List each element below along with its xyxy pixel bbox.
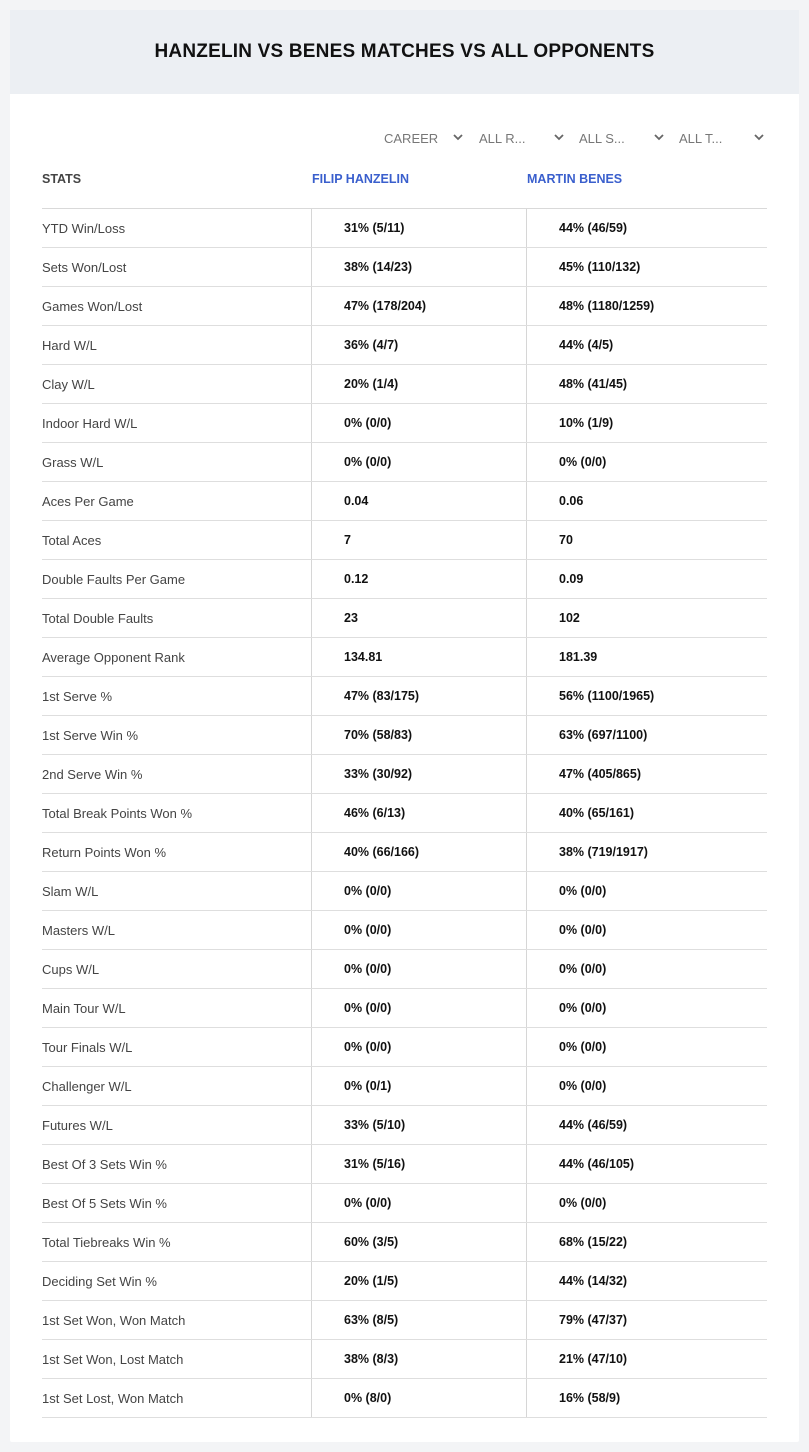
player2-value: 45% (110/132) (559, 260, 641, 274)
player1-value: 60% (3/5) (344, 1235, 399, 1249)
chevron-down-icon (553, 131, 565, 143)
player2-cell (526, 638, 768, 676)
table-row (42, 248, 767, 287)
player2-value: 0% (0/0) (559, 923, 607, 937)
player2-cell (526, 443, 768, 481)
player1-cell (311, 755, 527, 793)
player1-cell (311, 1184, 527, 1222)
player1-cell (311, 1340, 527, 1378)
player1-cell (311, 521, 527, 559)
player2-cell (526, 1301, 768, 1339)
table-row (42, 872, 767, 911)
player1-value: 31% (5/11) (344, 221, 405, 235)
stats-table-body (42, 209, 767, 1418)
player2-cell (526, 1028, 768, 1066)
player1-value: 0% (0/0) (344, 962, 392, 976)
table-row (42, 1340, 767, 1379)
player1-value: 47% (178/204) (344, 299, 427, 313)
page-title: HANZELIN VS BENES MATCHES VS ALL OPPONENTS (154, 41, 655, 62)
player2-cell (526, 989, 768, 1027)
table-row (42, 1379, 767, 1418)
player1-cell (311, 833, 527, 871)
player2-cell (526, 716, 768, 754)
table-row (42, 794, 767, 833)
player1-value: 0% (0/0) (344, 1196, 392, 1210)
player1-cell (311, 560, 527, 598)
player1-value: 20% (1/5) (344, 1274, 399, 1288)
stat-label: Double Faults Per Game (42, 572, 186, 587)
table-row (42, 287, 767, 326)
table-row (42, 677, 767, 716)
table-row (42, 1184, 767, 1223)
table-row (42, 599, 767, 638)
table-row (42, 833, 767, 872)
player1-value: 134.81 (344, 650, 383, 664)
table-row (42, 560, 767, 599)
player2-cell (526, 1223, 768, 1261)
rounds-filter-label: ALL R... (479, 130, 526, 146)
player2-cell (526, 287, 768, 325)
player2-value: 47% (405/865) (559, 767, 642, 781)
player1-cell (311, 716, 527, 754)
card-header (10, 10, 799, 94)
player2-cell (526, 482, 768, 520)
stat-label: 1st Set Won, Won Match (42, 1313, 186, 1328)
stats-card (10, 10, 799, 1442)
player1-cell (311, 989, 527, 1027)
table-row (42, 1262, 767, 1301)
table-row (42, 326, 767, 365)
player2-cell (526, 794, 768, 832)
player1-cell (311, 1067, 527, 1105)
player2-cell (526, 1262, 768, 1300)
player2-value: 181.39 (559, 650, 598, 664)
player2-cell (526, 404, 768, 442)
stat-label: Deciding Set Win % (42, 1274, 157, 1289)
player2-cell (526, 248, 768, 286)
player1-cell (311, 1379, 527, 1417)
player1-value: 0% (0/0) (344, 1040, 392, 1054)
table-row (42, 365, 767, 404)
player2-cell (526, 677, 768, 715)
player1-cell (311, 404, 527, 442)
player2-value: 44% (4/5) (559, 338, 614, 352)
player1-cell (311, 1145, 527, 1183)
tournament-filter-label: ALL T... (679, 130, 723, 146)
player1-value: 0% (0/0) (344, 455, 392, 469)
stat-label: 1st Serve % (42, 689, 113, 704)
stat-label: Cups W/L (42, 962, 100, 977)
table-row (42, 755, 767, 794)
player1-cell (311, 482, 527, 520)
player2-cell (526, 1379, 768, 1417)
player1-cell (311, 872, 527, 910)
player2-value: 44% (46/59) (559, 221, 628, 235)
player1-value: 23 (344, 611, 358, 625)
stat-label: Futures W/L (42, 1118, 113, 1133)
player1-value: 40% (66/166) (344, 845, 420, 859)
player1-cell (311, 1106, 527, 1144)
tournament-filter-dropdown[interactable] (679, 128, 765, 148)
stat-label: Sets Won/Lost (42, 260, 127, 275)
player1-value: 0% (0/1) (344, 1079, 392, 1093)
table-row (42, 950, 767, 989)
table-row (42, 1028, 767, 1067)
player1-link[interactable]: FILIP HANZELIN (312, 172, 409, 186)
player1-cell (311, 911, 527, 949)
stat-label: Average Opponent Rank (42, 650, 185, 665)
stat-label: Total Double Faults (42, 611, 154, 626)
player2-value: 0% (0/0) (559, 1196, 607, 1210)
player1-value: 7 (344, 533, 351, 547)
player2-value: 63% (697/1100) (559, 728, 648, 742)
table-row (42, 1145, 767, 1184)
player2-link[interactable]: MARTIN BENES (527, 172, 623, 186)
player1-value: 63% (8/5) (344, 1313, 399, 1327)
player1-cell (311, 1223, 527, 1261)
stat-label: Slam W/L (42, 884, 99, 899)
player1-value: 33% (5/10) (344, 1118, 406, 1132)
table-row (42, 638, 767, 677)
stat-label: Tour Finals W/L (42, 1040, 133, 1055)
player1-value: 36% (4/7) (344, 338, 399, 352)
player2-value: 0.09 (559, 572, 584, 586)
table-row (42, 989, 767, 1028)
stats-column-header: STATS (42, 172, 82, 186)
stat-label: 1st Set Won, Lost Match (42, 1352, 184, 1367)
stat-label: Games Won/Lost (42, 299, 143, 314)
player2-value: 0% (0/0) (559, 962, 607, 976)
stat-label: Clay W/L (42, 377, 95, 392)
player1-value: 31% (5/16) (344, 1157, 406, 1171)
player2-value: 0% (0/0) (559, 1040, 607, 1054)
stat-label: Total Tiebreaks Win % (42, 1235, 171, 1250)
player2-cell (526, 755, 768, 793)
player2-value: 16% (58/9) (559, 1391, 621, 1405)
player2-value: 10% (1/9) (559, 416, 614, 430)
stat-label: Return Points Won % (42, 845, 167, 860)
player2-cell (526, 1067, 768, 1105)
player2-value: 0% (0/0) (559, 1079, 607, 1093)
stat-label: Total Aces (42, 533, 102, 548)
stat-label: 2nd Serve Win % (42, 767, 143, 782)
player2-value: 48% (41/45) (559, 377, 628, 391)
table-row (42, 1067, 767, 1106)
player1-value: 33% (30/92) (344, 767, 413, 781)
table-row (42, 911, 767, 950)
stat-label: Grass W/L (42, 455, 104, 470)
table-header (42, 170, 767, 209)
player2-value: 56% (1100/1965) (559, 689, 655, 703)
player1-cell (311, 287, 527, 325)
table-row (42, 1301, 767, 1340)
table-row (42, 209, 767, 248)
table-row (42, 521, 767, 560)
player2-cell (526, 326, 768, 364)
player1-cell (311, 677, 527, 715)
stat-label: 1st Set Lost, Won Match (42, 1391, 184, 1406)
career-filter-dropdown[interactable] (384, 128, 464, 148)
table-row (42, 716, 767, 755)
player2-cell (526, 365, 768, 403)
player1-value: 70% (58/83) (344, 728, 413, 742)
player1-value: 38% (14/23) (344, 260, 413, 274)
player1-value: 0.04 (344, 494, 369, 508)
player2-value: 102 (559, 611, 580, 625)
stat-label: Main Tour W/L (42, 1001, 126, 1016)
player2-value: 79% (47/37) (559, 1313, 628, 1327)
player1-value: 20% (1/4) (344, 377, 399, 391)
player2-value: 0.06 (559, 494, 584, 508)
stat-label: 1st Serve Win % (42, 728, 139, 743)
player1-value: 0% (8/0) (344, 1391, 392, 1405)
table-row (42, 482, 767, 521)
player2-value: 70 (559, 533, 573, 547)
stat-label: Challenger W/L (42, 1079, 132, 1094)
player1-value: 38% (8/3) (344, 1352, 399, 1366)
stat-label: Indoor Hard W/L (42, 416, 138, 431)
player2-value: 44% (46/59) (559, 1118, 628, 1132)
player1-cell (311, 950, 527, 988)
player1-value: 0% (0/0) (344, 1001, 392, 1015)
table-row (42, 404, 767, 443)
player2-value: 44% (14/32) (559, 1274, 628, 1288)
stat-label: Total Break Points Won % (42, 806, 193, 821)
chevron-down-icon (452, 131, 464, 143)
player2-cell (526, 1340, 768, 1378)
player1-value: 0% (0/0) (344, 923, 392, 937)
stat-label: Best Of 3 Sets Win % (42, 1157, 167, 1172)
player2-cell (526, 599, 768, 637)
player2-value: 21% (47/10) (559, 1352, 628, 1366)
career-filter-label: CAREER (384, 130, 439, 146)
player2-value: 38% (719/1917) (559, 845, 648, 859)
filter-bar (10, 128, 799, 148)
chevron-down-icon (653, 131, 665, 143)
chevron-down-icon (753, 131, 765, 143)
player1-cell (311, 326, 527, 364)
player1-value: 46% (6/13) (344, 806, 406, 820)
player1-value: 47% (83/175) (344, 689, 420, 703)
player1-cell (311, 248, 527, 286)
player2-value: 40% (65/161) (559, 806, 635, 820)
player2-value: 68% (15/22) (559, 1235, 628, 1249)
stat-label: Masters W/L (42, 923, 115, 938)
player1-cell (311, 443, 527, 481)
player2-value: 0% (0/0) (559, 455, 607, 469)
player1-cell (311, 794, 527, 832)
player1-cell (311, 365, 527, 403)
table-row (42, 1223, 767, 1262)
player1-cell (311, 1301, 527, 1339)
surface-filter-dropdown[interactable] (579, 128, 665, 148)
player2-value: 0% (0/0) (559, 884, 607, 898)
surface-filter-label: ALL S... (579, 130, 625, 146)
table-row (42, 443, 767, 482)
player2-cell (526, 911, 768, 949)
player1-value: 0% (0/0) (344, 884, 392, 898)
player2-value: 48% (1180/1259) (559, 299, 655, 313)
player1-value: 0.12 (344, 572, 369, 586)
player2-cell (526, 1106, 768, 1144)
player1-cell (311, 209, 527, 247)
player2-cell (526, 833, 768, 871)
player2-cell (526, 209, 768, 247)
player2-cell (526, 1145, 768, 1183)
player1-value: 0% (0/0) (344, 416, 392, 430)
stat-label: Best Of 5 Sets Win % (42, 1196, 167, 1211)
table-row (42, 1106, 767, 1145)
player2-cell (526, 1184, 768, 1222)
stat-label: YTD Win/Loss (42, 221, 126, 236)
player2-cell (526, 521, 768, 559)
stat-label: Aces Per Game (42, 494, 134, 509)
player2-cell (526, 950, 768, 988)
rounds-filter-dropdown[interactable] (479, 128, 565, 148)
player2-value: 0% (0/0) (559, 1001, 607, 1015)
stat-label: Hard W/L (42, 338, 97, 353)
player2-value: 44% (46/105) (559, 1157, 635, 1171)
player2-cell (526, 872, 768, 910)
player1-cell (311, 638, 527, 676)
player1-cell (311, 599, 527, 637)
player1-cell (311, 1262, 527, 1300)
player1-cell (311, 1028, 527, 1066)
player2-cell (526, 560, 768, 598)
